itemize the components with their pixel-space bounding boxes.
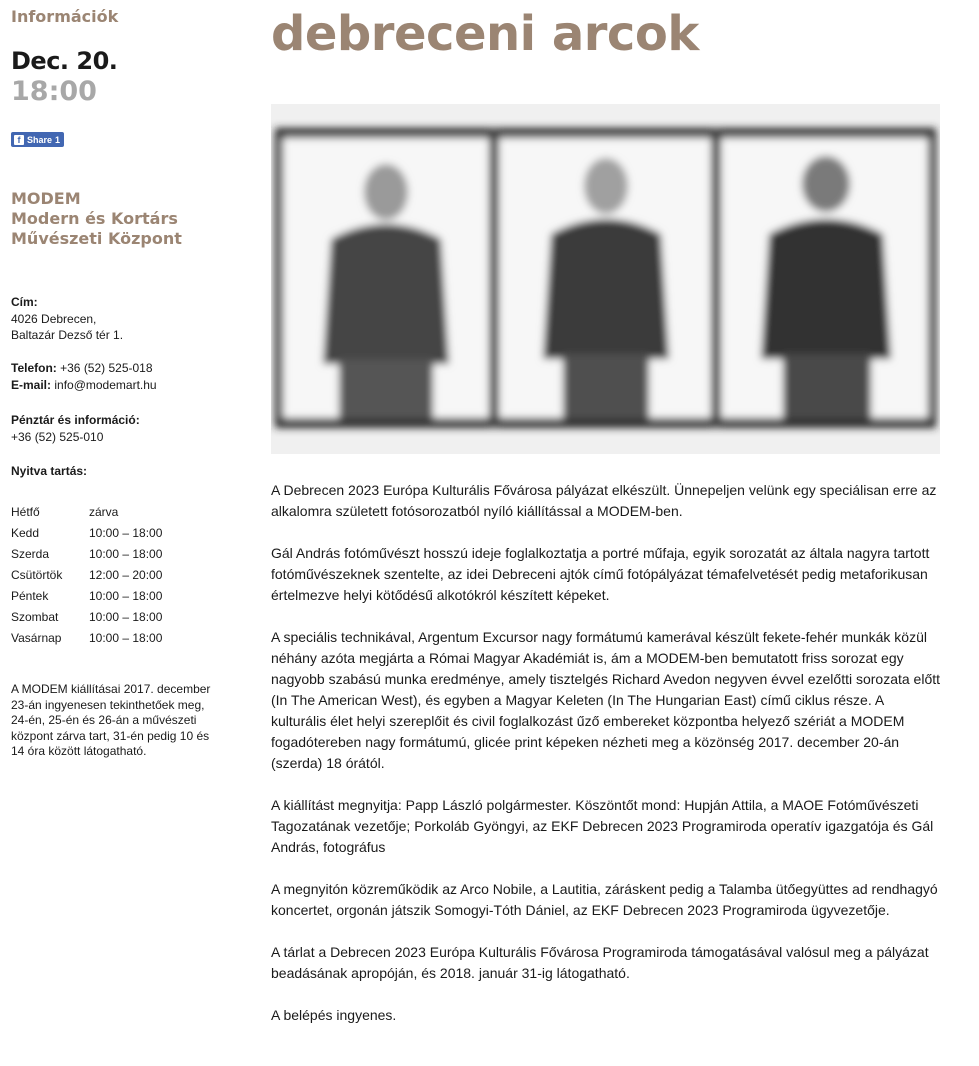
hours-heading — [11, 463, 87, 480]
event-date: Dec. 20. — [11, 47, 118, 75]
hours-day: Csütörtök — [11, 567, 63, 582]
article-body — [271, 480, 941, 1047]
hours-time: 10:00 – 18:00 — [89, 525, 163, 540]
phone-email-block — [11, 360, 157, 393]
address-line: 4026 Debrecen, — [11, 311, 97, 326]
hours-time: zárva — [89, 504, 119, 519]
paragraph: A Debrecen 2023 Európa Kulturális Fővárosa pályázat elkészült. Ünnepeljen velünk egy speciálisan erre az alkalomra született fotósorozatból nyíló kiállítással a MODEM-ben. — [271, 482, 937, 519]
opening-hours-table — [11, 501, 162, 648]
facebook-icon: f — [14, 135, 24, 145]
share-label: Share — [27, 134, 53, 145]
cashier-phone[interactable]: +36 (52) 525-010 — [11, 429, 104, 444]
facebook-share-button[interactable] — [11, 132, 64, 147]
venue-line: MODEM — [11, 189, 81, 208]
cashier-block — [11, 412, 140, 445]
info-heading: Információk — [11, 7, 119, 26]
paragraph: A megnyitón közreműködik az Arco Nobile, a Lautitia, záráskent pedig a Talamba ütőegyüttes ad rendhagyó koncertet, orgonán játszik Somogyi-Tóth Dániel, az EKF Debrecen 2023 Programiroda ügyvezetője. — [271, 881, 938, 918]
hours-row — [11, 501, 162, 522]
email-label: E-mail: — [11, 377, 52, 392]
address-line: Baltazár Dezső tér 1. — [11, 328, 124, 342]
holiday-note: A MODEM kiállításai 2017. december 23-án ingyenesen tekinthetőek meg, 24-én, 25-én és 26-án a művészeti központ zárva tart, 31-én pedig 10 és 14 óra között látogatható. — [11, 682, 211, 758]
venue-line: Művészeti Központ — [11, 229, 182, 248]
hours-day: Péntek — [11, 588, 49, 603]
hours-day: Vasárnap — [11, 630, 62, 645]
paragraph: A kiállítást megnyitja: Papp László polgármester. Köszöntőt mond: Hupján Attila, a MAOE Fotóművészeti Tagozatának vezetője; Porkoláb Gyöngyi, az EKF Debrecen 2023 Programiroda operatív igazgatója és Gál András, fotográfus — [271, 797, 934, 855]
paragraph: Gál András fotóművészt hosszú ideje foglalkoztatja a portré műfaja, egyik sorozatát az általa nagyra tartott fotóművészeknek szentelte, az idei Debreceni ajtók című fotópályázat témafelvetését pedig metaforikusan értelmezve helyi kötődésű alkotókról készített képeket. — [271, 545, 930, 603]
paragraph: A speciális technikával, Argentum Excursor nagy formátumú kamerával készült fekete-fehér munkák közül néhány azóta megjárta a Római Magyar Akadémiát is, ám a MODEM-ben bemutatott friss sorozat egy nagyobb szabású munka eredménye, amely tisztelgés Richard Avedon negyven évvel ezelőtti sorozata előtt (In The American West), és egyben a Magyar Keleten (In The Hungarian East) című ciklus része. A kulturális élet helyi szereplőit és civil foglalkozást űző embereket központba helyező szériát a MODEM fogadótereben nagy formátumú, glicée print képeken nézheti meg a közönség 2017. december 20-án (szerda) 18 órától. — [271, 629, 941, 771]
phone-number[interactable]: +36 (52) 525-018 — [60, 361, 153, 375]
hours-label: Nyitva tartás: — [11, 464, 88, 478]
photo-illustration — [271, 104, 940, 454]
hours-row — [11, 585, 162, 606]
hours-row — [11, 564, 162, 585]
hours-day: Hétfő — [11, 504, 40, 519]
hours-day: Szerda — [11, 546, 50, 561]
hours-day: Szombat — [11, 609, 59, 624]
hours-time: 10:00 – 18:00 — [89, 546, 163, 561]
address-block — [11, 294, 123, 344]
paragraph: A tárlat a Debrecen 2023 Európa Kulturális Fővárosa Programiroda támogatásával valósul meg a pályázat beadásának apropóján, és 2018. január 31-ig látogatható. — [271, 944, 929, 981]
event-time: 18:00 — [11, 76, 97, 107]
hours-row — [11, 522, 162, 543]
exhibition-photo — [271, 104, 940, 454]
hours-time: 10:00 – 18:00 — [89, 609, 163, 624]
hours-time: 10:00 – 18:00 — [89, 588, 163, 603]
hours-day: Kedd — [11, 525, 40, 540]
share-count: 1 — [55, 134, 61, 145]
venue-line: Modern és Kortárs — [11, 209, 178, 228]
hours-row — [11, 606, 162, 627]
paragraph: A belépés ingyenes. — [271, 1007, 397, 1023]
venue-name — [11, 189, 182, 249]
hours-time: 12:00 – 20:00 — [89, 567, 163, 582]
cashier-label: Pénztár és információ: — [11, 413, 140, 427]
address-label: Cím: — [11, 295, 38, 309]
page-title: debreceni arcok — [271, 6, 699, 62]
hours-row — [11, 543, 162, 564]
hours-time: 10:00 – 18:00 — [89, 630, 163, 645]
hours-row — [11, 627, 162, 648]
phone-label: Telefon: — [11, 361, 57, 375]
email-link[interactable]: info@modemart.hu — [54, 377, 157, 392]
